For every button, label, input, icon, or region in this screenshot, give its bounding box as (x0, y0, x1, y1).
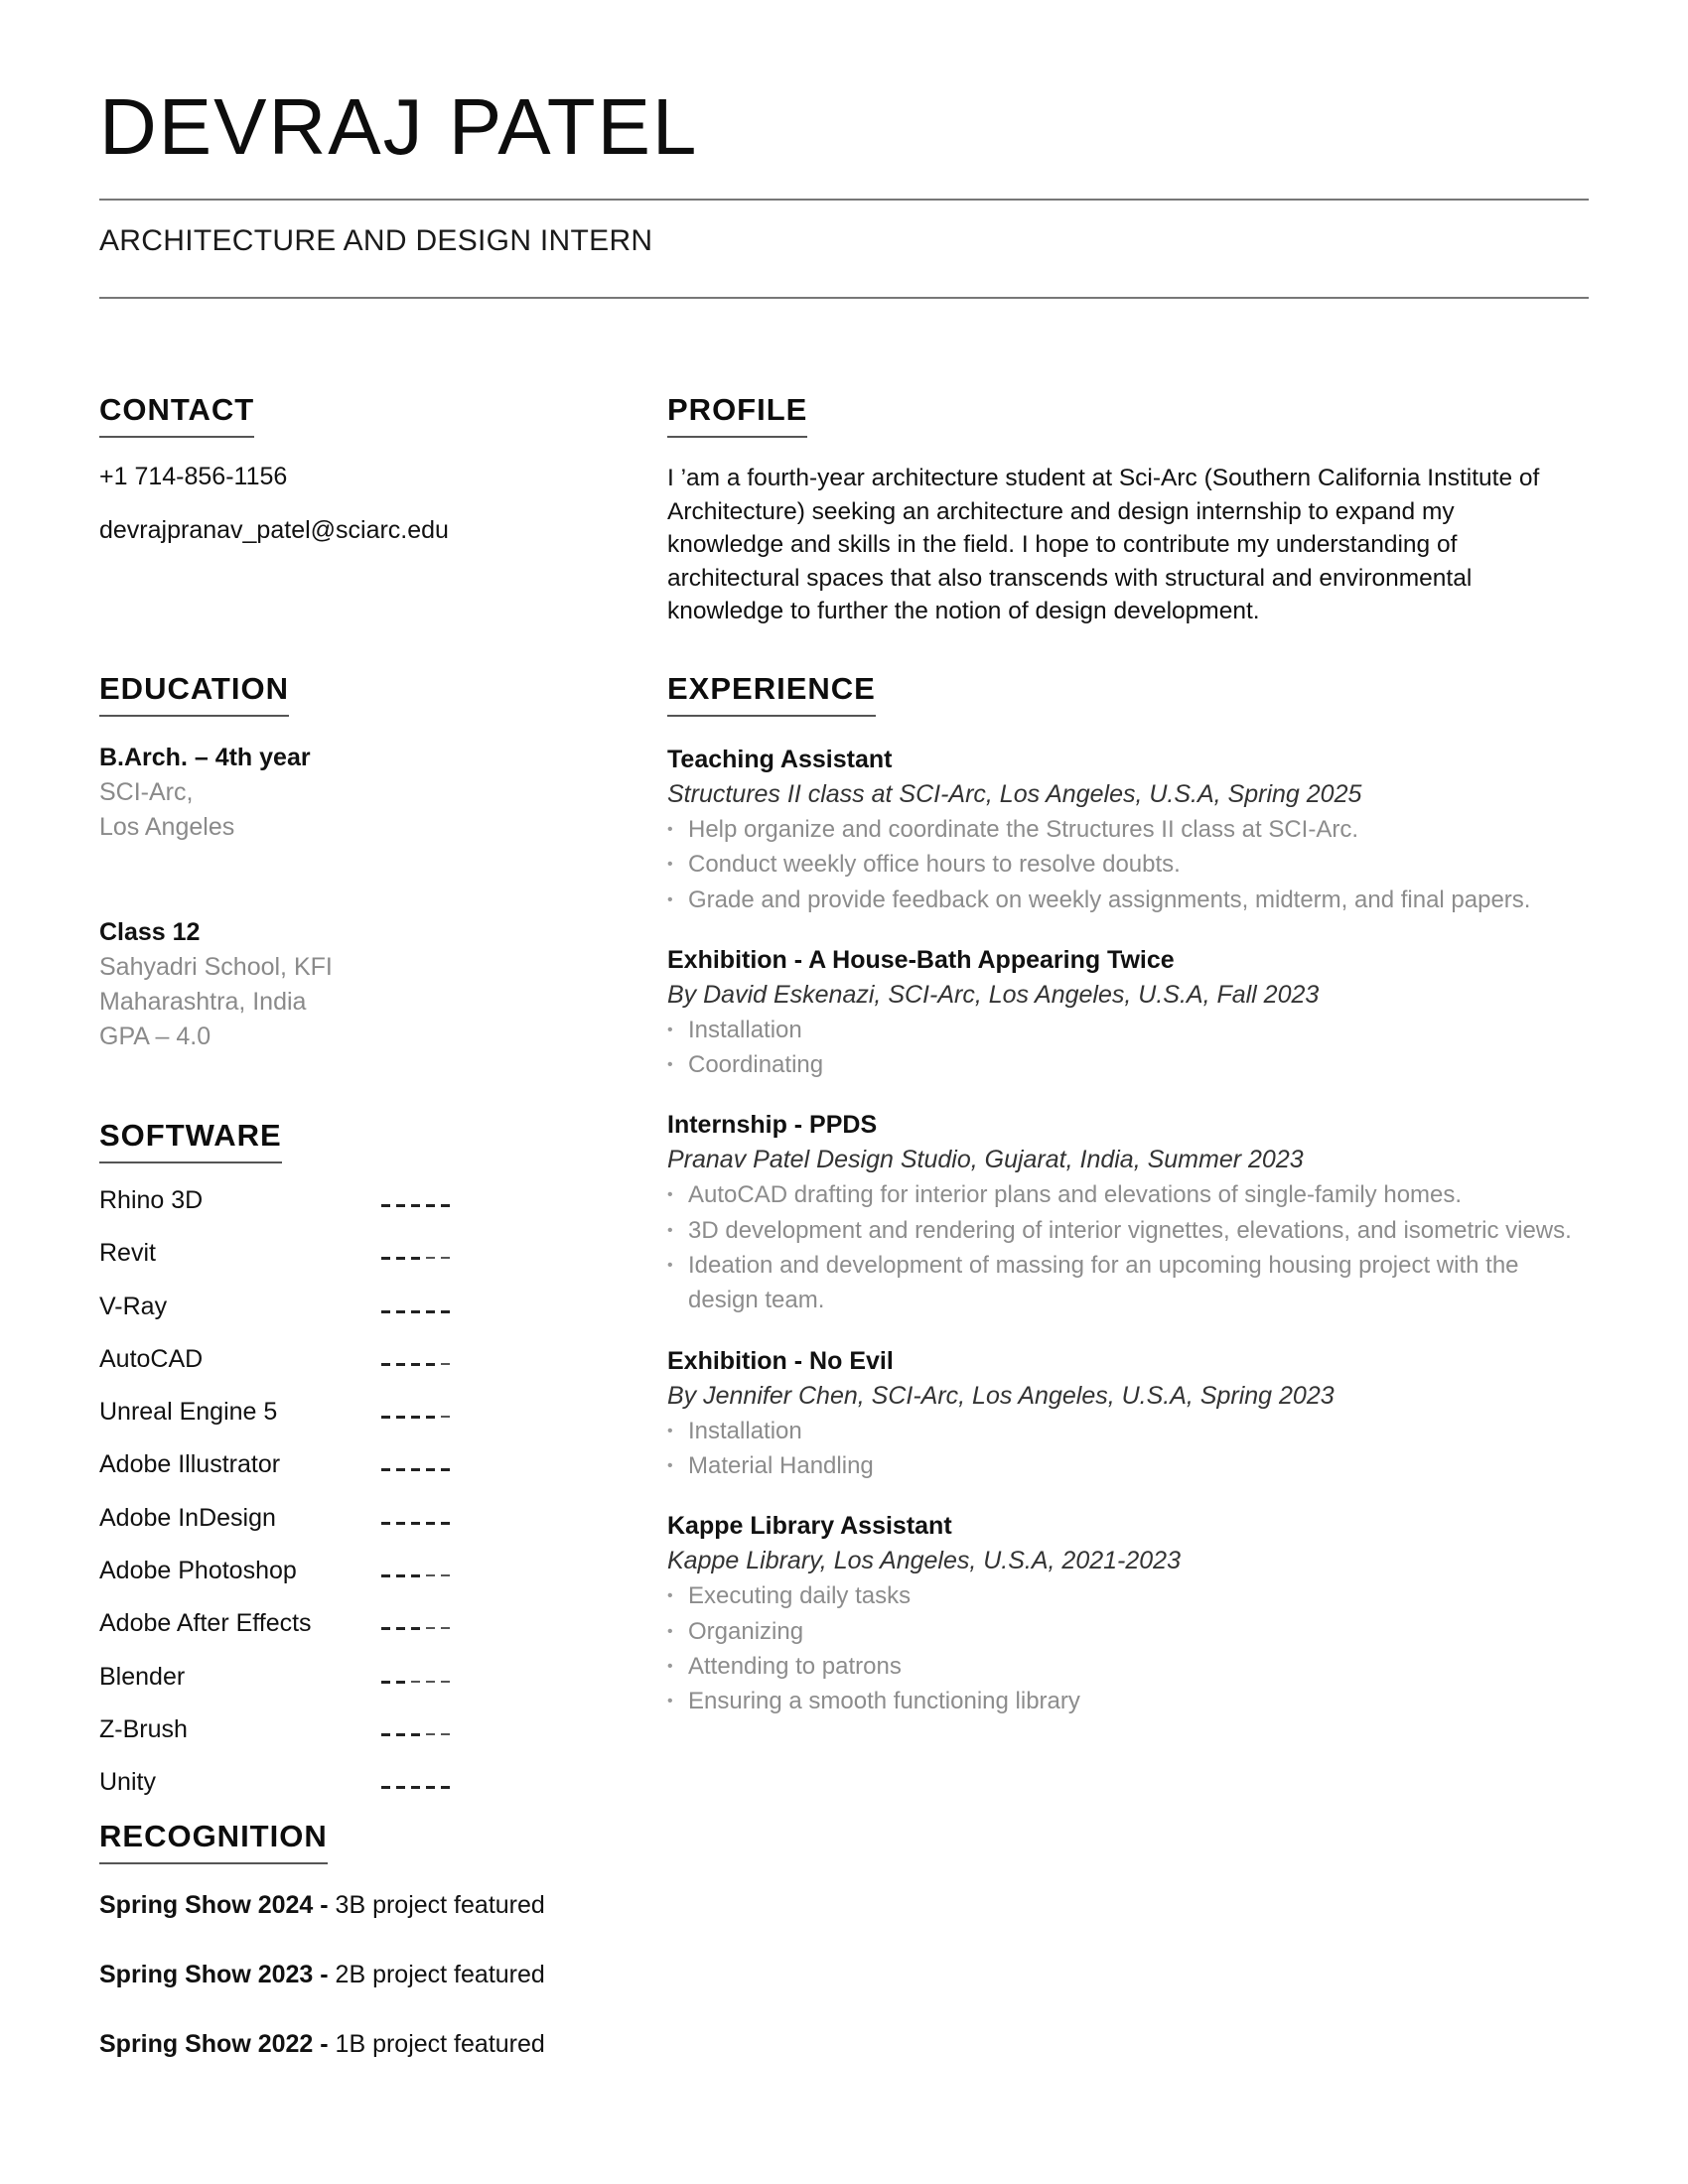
software-name: Rhino 3D (99, 1186, 204, 1214)
rating-dash-filled (411, 1363, 420, 1366)
rating-dash-filled (411, 1257, 420, 1260)
software-row (99, 1450, 496, 1503)
rating-dash-filled (396, 1786, 405, 1789)
software-name: Unreal Engine 5 (99, 1398, 278, 1427)
experience-subtitle: Kappe Library, Los Angeles, U.S.A, 2021-2023 (667, 1547, 1181, 1575)
rating-dash-filled (411, 1733, 420, 1736)
rating-dash-empty (441, 1574, 450, 1576)
recognition-event: Spring Show 2024 - (99, 1891, 329, 1919)
recognition-item (99, 2030, 545, 2100)
experience-bullet: • Material Handling (667, 1448, 1591, 1483)
experience-bullet: • Attending to patrons (667, 1649, 1591, 1684)
rating-dash-filled (381, 1786, 390, 1789)
experience-item (667, 1108, 1591, 1317)
education-school: SCI-Arc, (99, 778, 194, 806)
education-entry (99, 741, 311, 845)
experience-item (667, 1344, 1591, 1484)
rating-dash-filled (441, 1204, 450, 1207)
experience-item (667, 1509, 1591, 1718)
rating-dash-filled (381, 1681, 390, 1684)
resume-title: ARCHITECTURE AND DESIGN INTERN (99, 224, 653, 257)
experience-bullet: • Coordinating (667, 1047, 1591, 1082)
software-row (99, 1663, 496, 1715)
rating-dash-filled (411, 1627, 420, 1630)
rating-dash-filled (396, 1522, 405, 1525)
rating-dash-empty (426, 1257, 435, 1259)
rating-dash-filled (411, 1786, 420, 1789)
experience-bullet: • 3D development and rendering of interior vignettes, elevations, and isometric views. (667, 1213, 1591, 1248)
rating-dash-filled (381, 1416, 390, 1419)
software-row (99, 1239, 496, 1292)
education-degree: Class 12 (99, 918, 201, 946)
education-heading: EDUCATION (99, 672, 289, 717)
rating-dash-filled (411, 1416, 420, 1419)
experience-title: Internship - PPDS (667, 1111, 878, 1140)
rating-dash-filled (441, 1522, 450, 1525)
experience-bullet: • Installation (667, 1013, 1591, 1047)
experience-bullet: • AutoCAD drafting for interior plans and elevations of single-family homes. (667, 1177, 1591, 1212)
recognition-detail: 3B project featured (328, 1891, 545, 1919)
rating-dash-filled (396, 1310, 405, 1313)
rating-dash-filled (396, 1468, 405, 1471)
recognition-detail: 1B project featured (328, 2030, 545, 2058)
software-name: Adobe Photoshop (99, 1557, 297, 1585)
software-name: V-Ray (99, 1292, 168, 1320)
rating-dash-filled (381, 1257, 390, 1260)
experience-bullet: • Ensuring a smooth functioning library (667, 1684, 1591, 1718)
experience-title: Exhibition - No Evil (667, 1346, 894, 1375)
rating-dash-empty (441, 1363, 450, 1365)
rating-dash-empty (411, 1681, 420, 1683)
rating-dash-filled (426, 1416, 435, 1419)
recognition-event: Spring Show 2023 - (99, 1961, 329, 1988)
rating-dash-filled (396, 1574, 405, 1577)
rating-dash-filled (441, 1786, 450, 1789)
contact-email[interactable]: devrajpranav_patel@sciarc.edu (99, 516, 449, 544)
rating-dash-filled (411, 1204, 420, 1207)
rating-dash-empty (426, 1627, 435, 1629)
software-name: AutoCAD (99, 1344, 204, 1373)
software-list (99, 1186, 496, 1822)
rating-dash-filled (381, 1310, 390, 1313)
rating-dash-filled (396, 1363, 405, 1366)
rating-dash-filled (396, 1416, 405, 1419)
experience-title: Teaching Assistant (667, 746, 893, 773)
experience-bullet: • Conduct weekly office hours to resolve doubts. (667, 847, 1591, 882)
rating-dash-filled (396, 1733, 405, 1736)
rating-dash-filled (426, 1786, 435, 1789)
experience-bullet: • Help organize and coordinate the Structures II class at SCI-Arc. (667, 812, 1591, 847)
contact-heading: CONTACT (99, 393, 254, 438)
rating-dash-filled (426, 1522, 435, 1525)
experience-title: Exhibition - A House-Bath Appearing Twice (667, 945, 1175, 974)
rating-dash-filled (426, 1310, 435, 1313)
software-row (99, 1609, 496, 1662)
software-row (99, 1186, 496, 1239)
experience-subtitle: Pranav Patel Design Studio, Gujarat, India, Summer 2023 (667, 1146, 1304, 1174)
education-gpa: GPA – 4.0 (99, 1023, 211, 1050)
recognition-item (99, 1891, 545, 1961)
rating-dash-filled (381, 1468, 390, 1471)
education-location: Maharashtra, India (99, 988, 307, 1016)
rating-dash-empty (441, 1257, 450, 1259)
rating-dash-filled (381, 1733, 390, 1736)
header-bottom-divider (99, 297, 1589, 299)
experience-heading: EXPERIENCE (667, 672, 876, 717)
rating-dash-filled (441, 1468, 450, 1471)
rating-dash-filled (411, 1522, 420, 1525)
experience-item (667, 743, 1591, 917)
rating-dash-filled (396, 1257, 405, 1260)
software-name: Unity (99, 1768, 156, 1797)
resume-name: DEVRAJ PATEL (99, 82, 699, 171)
software-row (99, 1557, 496, 1609)
experience-subtitle: Structures II class at SCI-Arc, Los Angeles, U.S.A, Spring 2025 (667, 780, 1362, 808)
software-row (99, 1768, 496, 1821)
rating-dash-filled (396, 1681, 405, 1684)
rating-dash-empty (441, 1416, 450, 1418)
rating-dash-empty (426, 1574, 435, 1576)
rating-dash-empty (426, 1733, 435, 1735)
software-name: Adobe Illustrator (99, 1450, 281, 1479)
recognition-heading: RECOGNITION (99, 1820, 328, 1864)
recognition-item (99, 1961, 545, 2030)
rating-dash-filled (396, 1204, 405, 1207)
education-location: Los Angeles (99, 813, 235, 841)
contact-phone: +1 714-856-1156 (99, 463, 288, 490)
rating-dash-filled (411, 1574, 420, 1577)
recognition-list (99, 1891, 545, 2100)
software-row (99, 1398, 496, 1450)
profile-heading: PROFILE (667, 393, 807, 438)
recognition-event: Spring Show 2022 - (99, 2030, 329, 2058)
experience-item (667, 943, 1591, 1083)
recognition-detail: 2B project featured (328, 1961, 545, 1988)
education-degree: B.Arch. – 4th year (99, 744, 311, 771)
rating-dash-empty (441, 1627, 450, 1629)
experience-title: Kappe Library Assistant (667, 1512, 952, 1541)
rating-dash-filled (381, 1363, 390, 1366)
experience-bullet: • Ideation and development of massing for an upcoming housing project with the design team. (667, 1248, 1591, 1318)
experience-bullet: • Executing daily tasks (667, 1578, 1591, 1613)
rating-dash-filled (426, 1468, 435, 1471)
experience-subtitle: By Jennifer Chen, SCI-Arc, Los Angeles, U.S.A, Spring 2023 (667, 1381, 1335, 1410)
education-school: Sahyadri School, KFI (99, 953, 333, 981)
rating-dash-filled (381, 1204, 390, 1207)
experience-list (667, 743, 1591, 1744)
software-row (99, 1715, 496, 1768)
software-heading: SOFTWARE (99, 1119, 282, 1163)
education-entry (99, 915, 333, 1054)
rating-dash-filled (381, 1574, 390, 1577)
software-name: Adobe After Effects (99, 1609, 312, 1638)
software-name: Revit (99, 1239, 156, 1268)
software-row (99, 1504, 496, 1557)
profile-text: I ’am a fourth-year architecture student at Sci-Arc (Southern California Institute of Architecture) seeking an architecture and design internship to expand my knowledge and skills in the field. I hope to contribute my understanding of architectural spaces that also transcends with structural and environmental knowledge to further the notion of design development. (667, 465, 1540, 624)
rating-dash-filled (411, 1310, 420, 1313)
software-row (99, 1293, 496, 1345)
rating-dash-filled (426, 1363, 435, 1366)
experience-bullet: • Grade and provide feedback on weekly assignments, midterm, and final papers. (667, 883, 1591, 917)
software-name: Z-Brush (99, 1714, 188, 1743)
rating-dash-filled (381, 1627, 390, 1630)
experience-subtitle: By David Eskenazi, SCI-Arc, Los Angeles, U.S.A, Fall 2023 (667, 980, 1320, 1009)
experience-bullet: • Installation (667, 1414, 1591, 1448)
rating-dash-empty (441, 1733, 450, 1735)
rating-dash-filled (396, 1627, 405, 1630)
software-name: Blender (99, 1662, 186, 1691)
rating-dash-filled (381, 1522, 390, 1525)
rating-dash-filled (426, 1204, 435, 1207)
rating-dash-empty (441, 1681, 450, 1683)
rating-dash-filled (441, 1310, 450, 1313)
software-name: Adobe InDesign (99, 1503, 276, 1532)
rating-dash-filled (411, 1468, 420, 1471)
experience-bullet: • Organizing (667, 1614, 1591, 1649)
header-top-divider (99, 199, 1589, 201)
rating-dash-empty (426, 1681, 435, 1683)
software-row (99, 1345, 496, 1398)
